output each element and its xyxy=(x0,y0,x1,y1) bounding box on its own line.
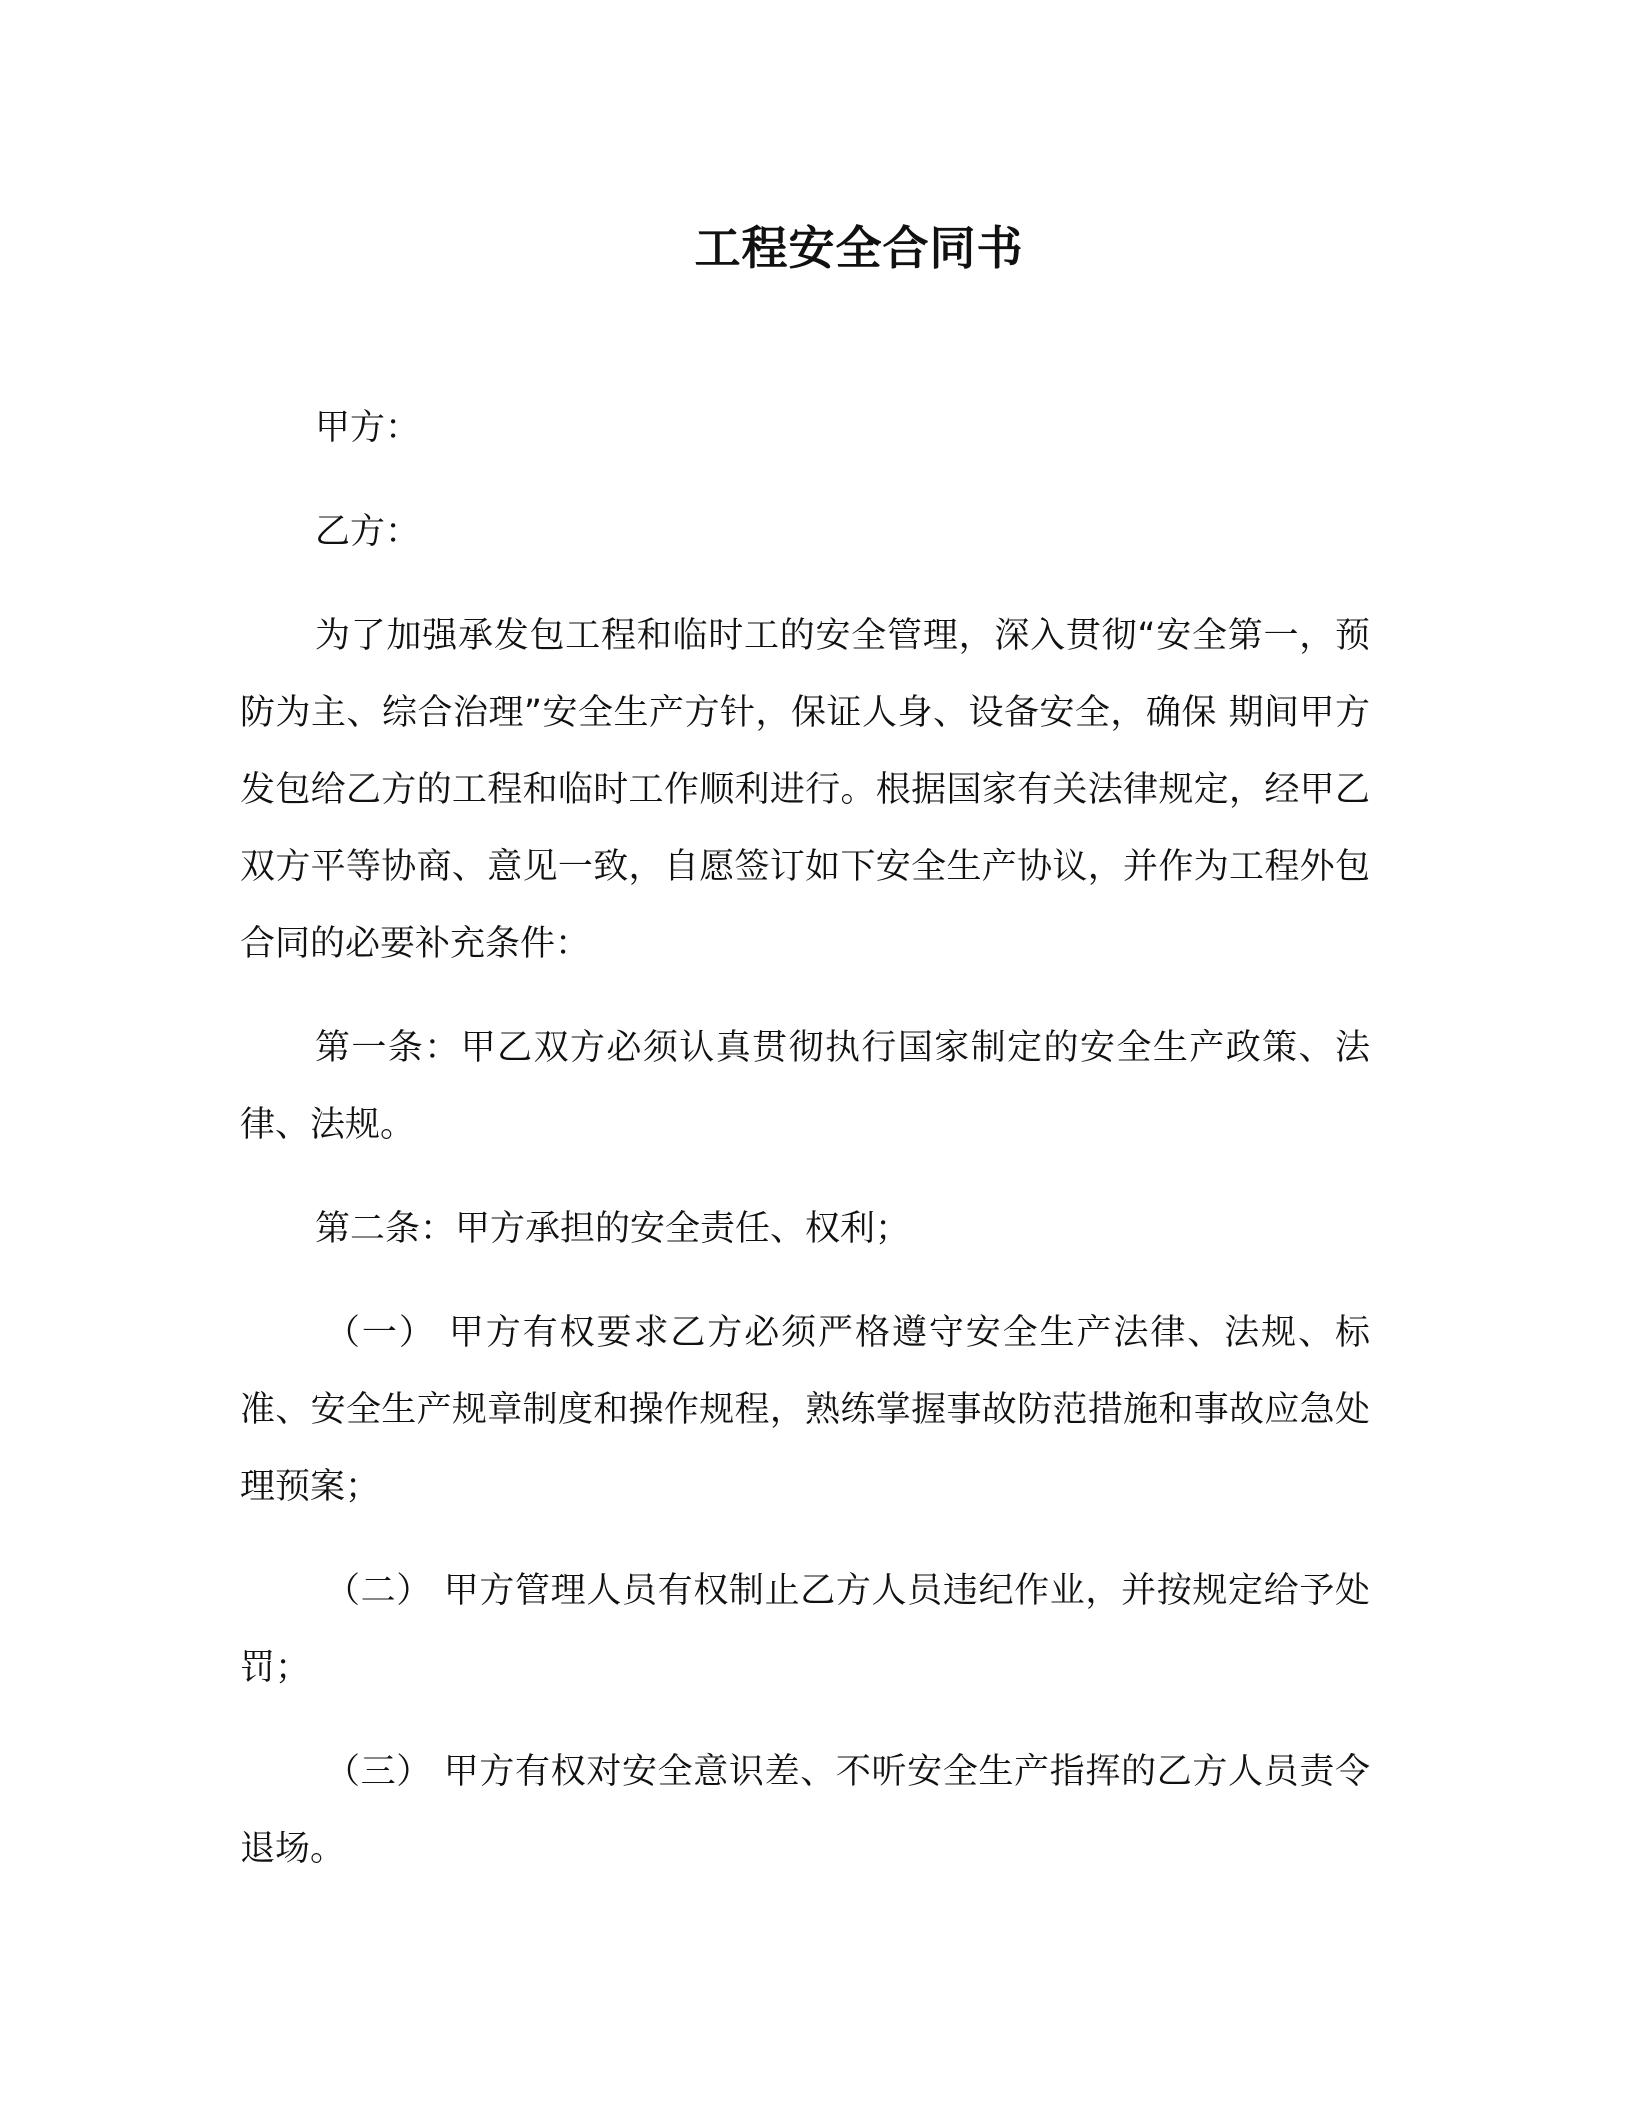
document-body xyxy=(240,390,1370,1915)
party-a-line: 甲方： xyxy=(315,408,421,448)
article-2-heading: 第二条：甲方承担的安全责任、权利； xyxy=(315,1209,911,1249)
article-2-item-2: （二） 甲方管理人员有权制止乙方人员违纪作业，并按规定给予处罚； xyxy=(240,1571,1370,1688)
article-2-item-1: （一） 甲方有权要求乙方必须严格遵守安全生产法律、法规、标准、安全生产规章制度和操作规程，熟练掌握事故防范措施和事故应急处理预案； xyxy=(240,1313,1370,1507)
party-b-line: 乙方： xyxy=(315,512,421,552)
document-title: 工程安全合同书 xyxy=(694,221,1024,275)
article-2-item-3: （三） 甲方有权对安全意识差、不听安全生产指挥的乙方人员责令退场。 xyxy=(240,1752,1370,1869)
article-1-paragraph: 第一条：甲乙双方必须认真贯彻执行国家制定的安全生产政策、法律、法规。 xyxy=(240,1028,1370,1145)
preamble-paragraph: 为了加强承发包工程和临时工的安全管理，深入贯彻“安全第一，预防为主、综合治理”安全生产方针，保证人身、设备安全，确保 期间甲方发包给乙方的工程和临时工作顺利进行。根据国家有关法律规定，经甲乙双方平等协商、意见一致，自愿签订如下安全生产协议，并作为工程外包合同的必要补充条件： xyxy=(240,616,1370,964)
